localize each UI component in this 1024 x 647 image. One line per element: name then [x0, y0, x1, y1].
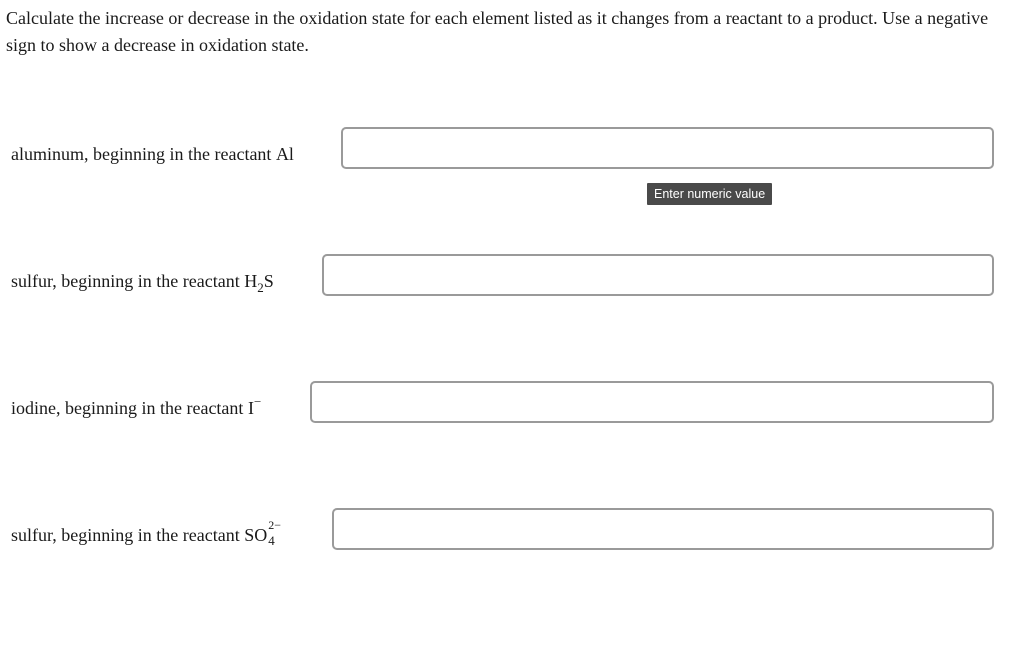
sulfur-h2s-label-text: sulfur, beginning in the reactant — [11, 271, 245, 291]
sulfur-h2s-oxidation-change-input[interactable] — [322, 254, 994, 296]
iodine-oxidation-change-input[interactable] — [310, 381, 994, 423]
sulfur-h2s-label — [11, 269, 274, 293]
aluminum-oxidation-change-input[interactable] — [341, 127, 994, 169]
aluminum-label-text: aluminum, beginning in the reactant — [11, 144, 276, 164]
formula-h2s: $H_2S$ — [244, 271, 274, 295]
sulfur-so4-label — [11, 518, 282, 548]
numeric-value-tooltip: Enter numeric value — [647, 183, 772, 205]
formula-al: Al — [275, 144, 294, 164]
aluminum-label — [11, 142, 294, 166]
formula-iodide: I− — [247, 394, 262, 418]
sulfur-so4-oxidation-change-input[interactable] — [332, 508, 994, 550]
iodine-label — [11, 396, 261, 420]
formula-sulfate: SO 2− 4 — [244, 518, 282, 548]
iodine-label-text: iodine, beginning in the reactant — [11, 398, 248, 418]
question-instructions: Calculate the increase or decrease in the oxidation state for each element listed as it changes from a reactant to a product. Use a negative sign to show a decrease in oxidation state. — [6, 8, 989, 55]
sulfur-so4-label-text: sulfur, beginning in the reactant — [11, 525, 245, 545]
